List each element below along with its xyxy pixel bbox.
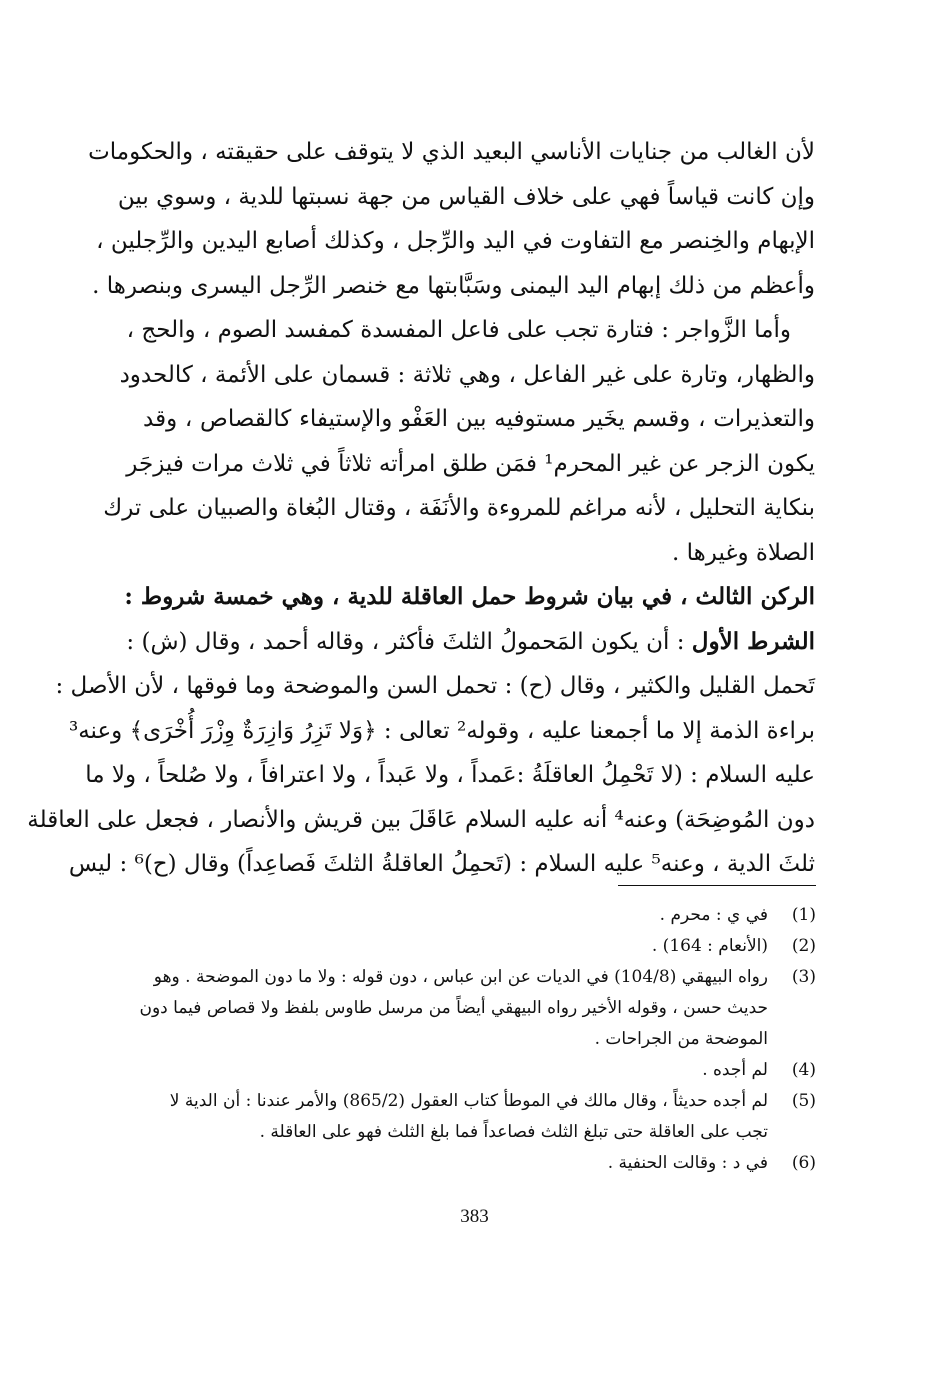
footnote-line: رواه البيهقي (104/8) في الديات عن ابن عباس ، دون قوله : ولا ما دون الموضحة . وهو [153, 967, 768, 987]
text-line: يكون الزجر عن غير المحرم¹ فمَن طلق امرأته ثلاثاً في ثلاث مرات فيزجَر [126, 450, 815, 477]
text-line: بنكاية التحليل ، لأنه مراغم للمروءة والأنَفَة ، وقتال البُغاة والصبيان على ترك [103, 495, 815, 521]
footnotes [140, 900, 816, 1179]
footnote-line: (الأنعام : 164) . [651, 936, 768, 956]
text-line: براءة الذمة إلا ما أجمعنا عليه ، وقوله² تعالى : ﴿وَلا تَزِرُ وَازِرَةٌ وِزْرَ أُخْرَى﴾ وعنه³ [68, 717, 815, 744]
page-number: 383 [460, 1206, 489, 1227]
text-line: ثلثَ الدية ، وعنه⁵ عليه السلام : (تَحمِلُ العاقلةُ الثلثَ فَصاعِداً) وقال (ح)⁶ : ليس [68, 851, 815, 877]
footnote-text [140, 1086, 768, 1148]
section-heading-text: الركن الثالث ، في بيان شروط حمل العاقلة للدية ، وهي خمسة شروط : [124, 583, 815, 610]
footnote-line: الموضحة من الجراحات . [594, 1029, 768, 1049]
text-line: الصلاة وغيرها . [672, 539, 815, 566]
section-heading [124, 575, 815, 620]
footnote-text [140, 1148, 768, 1179]
condition-label: الشرط الأول [691, 627, 815, 655]
text-line: والظهار، وتارة على غير الفاعل ، وهي ثلاثة : قسمان على الأئمة ، كالحدود [119, 361, 815, 388]
text-line: والتعذيرات ، وقسم يخَير مستوفيه بين العَفْو والإستيفاء كالقصاص ، وقد [143, 406, 815, 432]
text-line: الإبهام والخِنصر مع التفاوت في اليد والرِّجل ، وكذلك أصابع اليدين والرِّجلين ، [96, 228, 815, 254]
text-line: وأعظم من ذلك إبهام اليد اليمنى وسَبَّابتها مع خنصر الرِّجل اليسرى وبنصرها . [92, 272, 815, 299]
footnote [140, 931, 816, 962]
footnote-line: حديث حسن ، وقوله الأخير رواه البيهقي أيضاً من مرسل طاوس بلفظ ولا قصاص فيما دون [139, 998, 768, 1018]
condition-first-line [126, 620, 815, 665]
text-line: تَحمل القليل والكثير ، وقال (ح) : تحمل السن والموضحة وما فوقها ، لأن الأصل : [55, 673, 815, 699]
footnote-text [140, 1055, 768, 1086]
footnote [140, 1055, 816, 1086]
footnote [140, 962, 816, 1055]
footnote-number: (2) [791, 936, 816, 956]
footnote-line: لم أجده . [702, 1060, 768, 1080]
footnote-number: (5) [791, 1091, 816, 1111]
condition-first-line-text: : أن يكون المَحمولُ الثلثَ فأكثر ، وقاله أحمد ، وقال (ش) : [126, 628, 692, 655]
footnote-line: تجب على العاقلة حتى تبلغ الثلث فصاعداً فما بلغ الثلث فهو على العاقلة . [259, 1122, 768, 1142]
footnote [140, 1148, 816, 1179]
main-text [27, 130, 815, 887]
footnote [140, 900, 816, 931]
footnote-text [139, 962, 768, 1055]
text-line: لأن الغالب من جنايات الأناسي البعيد الذي لا يتوقف على حقيقته ، والحكومات [88, 139, 815, 165]
footnote-number: (4) [791, 1060, 816, 1080]
footnote-number: (6) [791, 1153, 816, 1173]
footnote-line: في ي : محرم . [659, 905, 768, 925]
text-line: وإن كانت قياساً فهي على خلاف القياس من جهة نسبتها للدية ، وسوي بين [117, 183, 815, 210]
footnote-number: (1) [791, 905, 816, 925]
footnote [140, 1086, 816, 1148]
text-line: وأما الزَّواجر : فتارة تجب على فاعل المفسدة كمفسد الصوم ، والحج ، [126, 317, 791, 343]
footnote-number: (3) [791, 967, 816, 987]
text-line: عليه السلام : (لا تَحْمِلُ العاقلَةُ :عَمداً ، ولا عَبداً ، ولا اعترافاً ، ولا صُلحاً ، ولا ما [85, 762, 815, 788]
text-line: دون المُوضِحَة) وعنه⁴ أنه عليه السلام عَاقَلَ بين قريش والأنصار ، فجعل على العاقلة [27, 806, 815, 833]
footnote-text [140, 931, 768, 962]
footnote-divider [618, 885, 816, 886]
footnote-line: لم أجده حديثاً ، وقال مالك في الموطأ كتاب العقول (865/2) والأمر عندنا : أن الدية لا [169, 1091, 768, 1111]
footnote-line: في د : وقالت الحنفية . [607, 1153, 768, 1173]
footnote-text [140, 900, 768, 931]
